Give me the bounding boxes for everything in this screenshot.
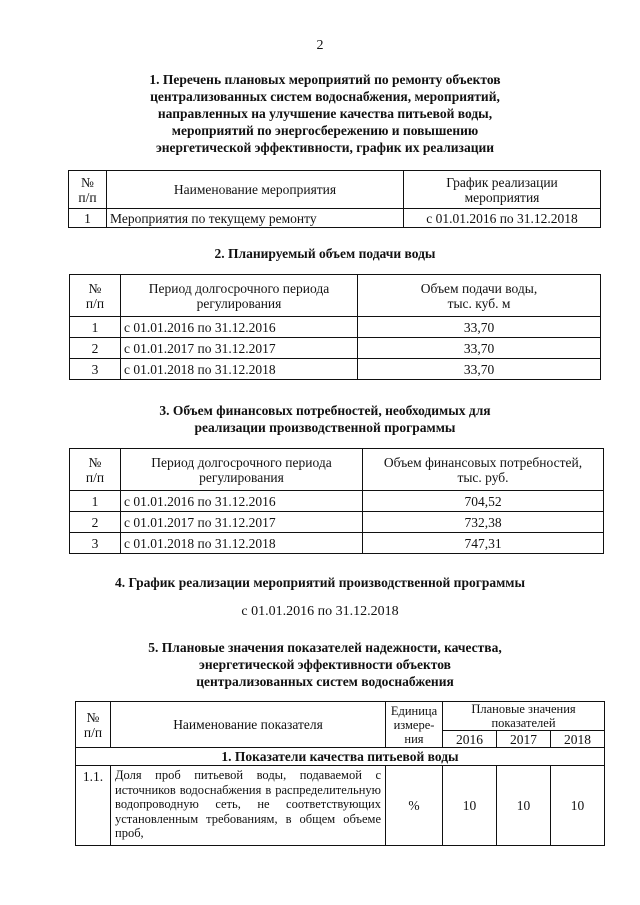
table-row xyxy=(70,491,604,512)
section2-title: 2. Планируемый объем подачи воды xyxy=(214,246,436,261)
section1-title-line: централизованных систем водоснабжения, мероприятий, xyxy=(150,89,500,104)
cell-value: 732,38 xyxy=(363,512,604,533)
section3-title-line: реализации производственной программы xyxy=(194,420,456,435)
page-number: 2 xyxy=(316,38,324,53)
cell-period: с 01.01.2018 по 31.12.2018 xyxy=(121,359,358,380)
section1-table xyxy=(68,170,601,228)
section1-title xyxy=(60,71,590,156)
section5-title-line: централизованных систем водоснабжения xyxy=(196,674,454,689)
section4-period: с 01.01.2016 по 31.12.2018 xyxy=(241,604,399,619)
header-year: 2018 xyxy=(551,731,605,748)
header-name: Наименование мероприятия xyxy=(107,171,404,209)
cell-period: с 01.01.2017 по 31.12.2017 xyxy=(121,512,363,533)
header-num: № п/п xyxy=(70,449,121,491)
cell-num: 1 xyxy=(69,209,107,228)
cell-unit: % xyxy=(386,766,443,846)
table-row xyxy=(69,209,601,228)
table-row xyxy=(76,766,605,846)
header-num: № п/п xyxy=(69,171,107,209)
header-year: 2017 xyxy=(497,731,551,748)
section1-title-line: направленных на улучшение качества питьевой воды, xyxy=(157,106,493,121)
section3-title xyxy=(60,402,590,436)
cell-value: 10 xyxy=(443,766,497,846)
section4-title: 4. График реализации мероприятий производственной программы xyxy=(114,575,526,590)
table-row xyxy=(70,338,601,359)
table-header-row xyxy=(69,171,601,209)
cell-value: 747,31 xyxy=(363,533,604,554)
cell-name: Мероприятия по текущему ремонту xyxy=(107,209,404,228)
table-row xyxy=(70,512,604,533)
section3-title-line: 3. Объем финансовых потребностей, необходимых для xyxy=(159,403,491,418)
header-name: Наименование показателя xyxy=(111,702,386,748)
header-period: Период долгосрочного периода регулирования xyxy=(121,275,358,317)
table-header-row xyxy=(70,275,601,317)
header-period: Период долгосрочного периода регулирования xyxy=(121,449,363,491)
cell-period: с 01.01.2016 по 31.12.2016 xyxy=(121,317,358,338)
cell-period: с 01.01.2018 по 31.12.2018 xyxy=(121,533,363,554)
header-num: № п/п xyxy=(76,702,111,748)
cell-value: 33,70 xyxy=(358,317,601,338)
cell-value: 33,70 xyxy=(358,359,601,380)
subheader-quality: 1. Показатели качества питьевой воды xyxy=(76,748,605,766)
header-num: № п/п xyxy=(70,275,121,317)
cell-value: 704,52 xyxy=(363,491,604,512)
section5-table xyxy=(75,701,605,846)
table-row xyxy=(70,359,601,380)
section2-table xyxy=(69,274,601,380)
header-year: 2016 xyxy=(443,731,497,748)
cell-value: 10 xyxy=(497,766,551,846)
cell-num: 3 xyxy=(70,359,121,380)
cell-period: с 01.01.2017 по 31.12.2017 xyxy=(121,338,358,359)
table-subheader-row xyxy=(76,748,605,766)
table-header-row xyxy=(76,702,605,731)
cell-num: 1 xyxy=(70,317,121,338)
section5-title xyxy=(60,639,590,690)
cell-value: 10 xyxy=(551,766,605,846)
cell-num: 1 xyxy=(70,491,121,512)
cell-period: с 01.01.2016 по 31.12.2016 xyxy=(121,491,363,512)
section5-title-line: 5. Плановые значения показателей надежности, качества, xyxy=(148,640,502,655)
table-row xyxy=(70,533,604,554)
header-value: Объем подачи воды, тыс. куб. м xyxy=(358,275,601,317)
cell-num: 1.1. xyxy=(76,766,111,846)
cell-schedule: с 01.01.2016 по 31.12.2018 xyxy=(404,209,601,228)
section3-table xyxy=(69,448,604,554)
section1-title-line: мероприятий по энергосбережению и повышению xyxy=(171,123,479,138)
section5-title-line: энергетической эффективности объектов xyxy=(199,657,451,672)
section1-title-line: 1. Перечень плановых мероприятий по ремонту объектов xyxy=(149,72,501,87)
cell-num: 2 xyxy=(70,338,121,359)
header-schedule: График реализации мероприятия xyxy=(404,171,601,209)
header-value: Объем финансовых потребностей, тыс. руб. xyxy=(363,449,604,491)
header-unit: Единица измере- ния xyxy=(386,702,443,748)
cell-num: 3 xyxy=(70,533,121,554)
header-planned: Плановые значения показателей xyxy=(443,702,605,731)
cell-num: 2 xyxy=(70,512,121,533)
table-row xyxy=(70,317,601,338)
section1-title-line: энергетической эффективности, график их реализации xyxy=(155,140,495,155)
table-header-row xyxy=(70,449,604,491)
cell-name: Доля проб питьевой воды, подаваемой с источников водоснабжения в распределительную водопроводную сеть, не соответствующих установленным требованиям, в общем объеме проб, xyxy=(111,766,386,846)
cell-value: 33,70 xyxy=(358,338,601,359)
